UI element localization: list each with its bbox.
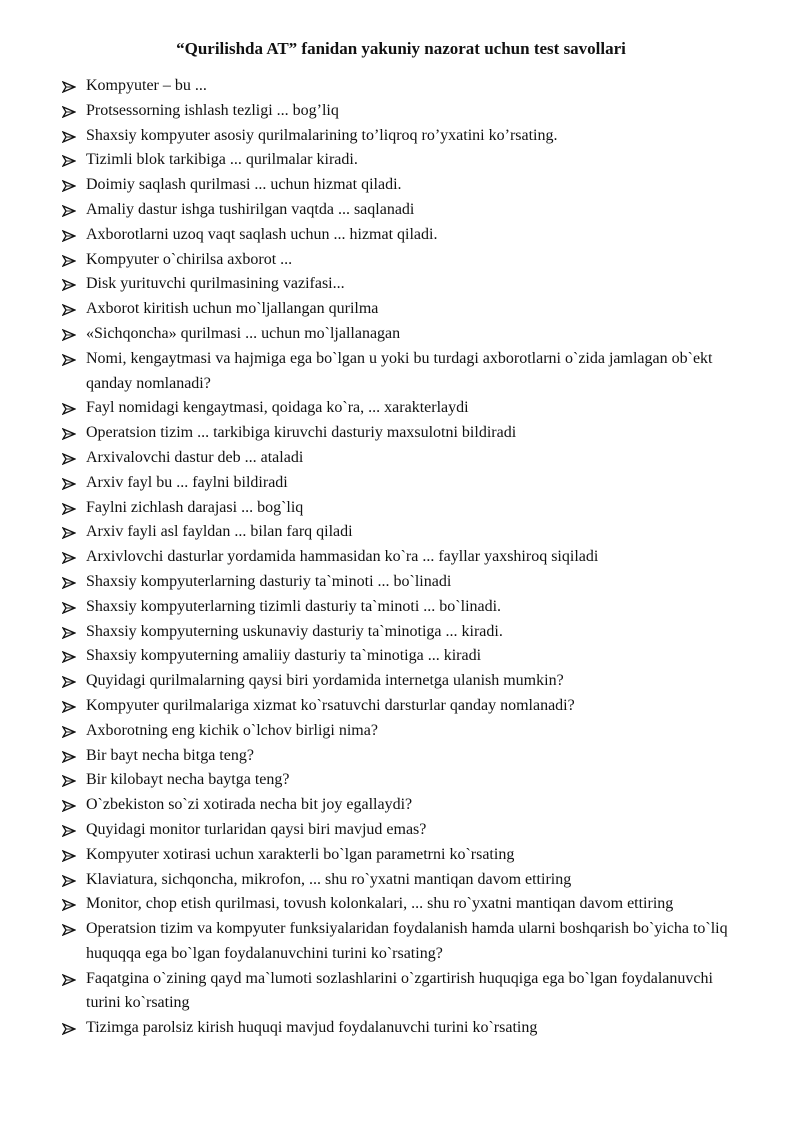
arrowhead-bullet-icon	[62, 230, 76, 242]
arrowhead-bullet-icon	[62, 627, 76, 639]
arrowhead-bullet-icon	[62, 602, 76, 614]
question-text: Kompyuter o`chirilsa axborot ...	[86, 250, 293, 268]
question-text: Shaxsiy kompyuter asosiy qurilmalarining to’liqroq ro’yxatini ko’rsating.	[86, 126, 558, 144]
question-text: Shaxsiy kompyuterlarning tizimli dasturiy ta`minoti ... bo`linadi.	[86, 597, 502, 615]
arrowhead-bullet-icon	[62, 428, 76, 440]
question-text: Kompyuter qurilmalariga xizmat ko`rsatuvchi darsturlar qanday nomlanadi?	[86, 696, 575, 714]
question-text: Shaxsiy kompyuterning uskunaviy dasturiy ta`minotiga ... kiradi.	[86, 622, 503, 640]
question-item	[62, 347, 740, 397]
question-item	[62, 496, 740, 521]
question-item	[62, 99, 740, 124]
question-text: Fayl nomidagi kengaytmasi, qoidaga ko`ra, ... xarakterlaydi	[86, 399, 469, 417]
question-text: Arxivlovchi dasturlar yordamida hammasidan ko`ra ... fayllar yaxshiroq siqiladi	[86, 548, 599, 566]
question-item	[62, 868, 740, 893]
question-text: Arxivalovchi dastur deb ... ataladi	[86, 448, 304, 466]
question-text: Nomi, kengaytmasi va hajmiga ega bo`lgan u yoki bu turdagi axborotlarni o`zida jamlagan ob`ekt qanday nomlanadi?	[86, 349, 713, 392]
arrowhead-bullet-icon	[62, 329, 76, 341]
question-item	[62, 74, 740, 99]
arrowhead-bullet-icon	[62, 775, 76, 787]
arrowhead-bullet-icon	[62, 701, 76, 713]
arrowhead-bullet-icon	[62, 180, 76, 192]
question-item	[62, 248, 740, 273]
question-item	[62, 297, 740, 322]
arrowhead-bullet-icon	[62, 106, 76, 118]
question-item	[62, 396, 740, 421]
question-text: Kompyuter xotirasi uchun xarakterli bo`lgan parametrni ko`rsating	[86, 845, 515, 863]
question-text: Kompyuter – bu ...	[86, 77, 207, 94]
arrowhead-bullet-icon	[62, 205, 76, 217]
question-text: Bir kilobayt necha baytga teng?	[86, 771, 290, 789]
arrowhead-bullet-icon	[62, 974, 76, 986]
arrowhead-bullet-icon	[62, 354, 76, 366]
question-item	[62, 744, 740, 769]
arrowhead-bullet-icon	[62, 850, 76, 862]
question-text: Quyidagi qurilmalarning qaysi biri yordamida internetga ulanish mumkin?	[86, 672, 564, 690]
question-item	[62, 917, 740, 967]
arrowhead-bullet-icon	[62, 800, 76, 812]
arrowhead-bullet-icon	[62, 875, 76, 887]
question-text: Axborotning eng kichik o`lchov birligi nima?	[86, 721, 378, 739]
arrowhead-bullet-icon	[62, 255, 76, 267]
question-text: Protsessorning ishlash tezligi ... bog’liq	[86, 101, 339, 119]
arrowhead-bullet-icon	[62, 577, 76, 589]
arrowhead-bullet-icon	[62, 1023, 76, 1035]
arrowhead-bullet-icon	[62, 478, 76, 490]
question-text: Shaxsiy kompyuterlarning dasturiy ta`minoti ... bo`linadi	[86, 572, 452, 590]
arrowhead-bullet-icon	[62, 825, 76, 837]
question-item	[62, 520, 740, 545]
question-text: Operatsion tizim va kompyuter funksiyalaridan foydalanish hamda ularni boshqarish bo`yicha to`liq huquqqa ega bo`lgan foydalanuvchini turini ko`rsating?	[86, 920, 728, 962]
arrowhead-bullet-icon	[62, 155, 76, 167]
question-item	[62, 595, 740, 620]
arrowhead-bullet-icon	[62, 81, 76, 93]
question-item	[62, 644, 740, 669]
question-item	[62, 148, 740, 173]
question-item	[62, 620, 740, 645]
question-text: Quyidagi monitor turlaridan qaysi biri mavjud emas?	[86, 820, 427, 838]
question-text: Tizimga parolsiz kirish huquqi mavjud foydalanuvchi turini ko`rsating	[86, 1019, 538, 1037]
arrowhead-bullet-icon	[62, 552, 76, 564]
question-item	[62, 198, 740, 223]
arrowhead-bullet-icon	[62, 527, 76, 539]
question-text: Arxiv fayl bu ... faylni bildiradi	[86, 473, 288, 491]
question-text: Tizimli blok tarkibiga ... qurilmalar kiradi.	[86, 151, 358, 169]
question-item	[62, 892, 740, 917]
question-text: Arxiv fayli asl fayldan ... bilan farq qiladi	[86, 523, 353, 541]
arrowhead-bullet-icon	[62, 453, 76, 465]
question-text: Amaliy dastur ishga tushirilgan vaqtda ... saqlanadi	[86, 200, 415, 218]
question-text: «Sichqoncha» qurilmasi ... uchun mo`ljallanagan	[86, 324, 401, 342]
arrowhead-bullet-icon	[62, 304, 76, 316]
question-item	[62, 967, 740, 1017]
question-item	[62, 421, 740, 446]
question-item	[62, 173, 740, 198]
question-list	[62, 74, 740, 1041]
question-text: Shaxsiy kompyuterning amaliiy dasturiy ta`minotiga ... kiradi	[86, 647, 482, 665]
arrowhead-bullet-icon	[62, 924, 76, 936]
question-text: Klaviatura, sichqoncha, mikrofon, ... shu ro`yxatni mantiqan davom ettiring	[86, 870, 572, 888]
question-text: Disk yurituvchi qurilmasining vazifasi...	[86, 275, 345, 293]
question-item	[62, 818, 740, 843]
arrowhead-bullet-icon	[62, 131, 76, 143]
question-item	[62, 768, 740, 793]
question-item	[62, 669, 740, 694]
question-item	[62, 570, 740, 595]
arrowhead-bullet-icon	[62, 899, 76, 911]
question-text: Doimiy saqlash qurilmasi ... uchun hizmat qiladi.	[86, 176, 402, 194]
arrowhead-bullet-icon	[62, 726, 76, 738]
question-item	[62, 545, 740, 570]
question-item	[62, 322, 740, 347]
question-item	[62, 1016, 740, 1041]
arrowhead-bullet-icon	[62, 403, 76, 415]
question-item	[62, 471, 740, 496]
question-item	[62, 694, 740, 719]
arrowhead-bullet-icon	[62, 279, 76, 291]
question-item	[62, 272, 740, 297]
question-text: Axborotlarni uzoq vaqt saqlash uchun ... hizmat qiladi.	[86, 225, 438, 243]
question-item	[62, 843, 740, 868]
question-text: O`zbekiston so`zi xotirada necha bit joy egallaydi?	[86, 796, 413, 814]
question-text: Operatsion tizim ... tarkibiga kiruvchi dasturiy maxsulotni bildiradi	[86, 424, 517, 442]
arrowhead-bullet-icon	[62, 651, 76, 663]
question-item	[62, 446, 740, 471]
question-text: Bir bayt necha bitga teng?	[86, 746, 254, 764]
document-title: “Qurilishda AT” fanidan yakuniy nazorat uchun test savollari	[176, 39, 626, 58]
question-item	[62, 223, 740, 248]
arrowhead-bullet-icon	[62, 503, 76, 515]
question-text: Monitor, chop etish qurilmasi, tovush kolonkalari, ... shu ro`yxatni mantiqan davom ettiring	[86, 895, 674, 913]
question-item	[62, 719, 740, 744]
question-text: Faqatgina o`zining qayd ma`lumoti sozlashlarini o`zgartirish huquqiga ega bo`lgan foydalanuvchi turini ko`rsating	[86, 969, 713, 1012]
arrowhead-bullet-icon	[62, 676, 76, 688]
question-item	[62, 793, 740, 818]
question-item	[62, 124, 740, 149]
arrowhead-bullet-icon	[62, 751, 76, 763]
question-text: Faylni zichlash darajasi ... bog`liq	[86, 498, 304, 516]
question-text: Axborot kiritish uchun mo`ljallangan qurilma	[86, 300, 379, 318]
